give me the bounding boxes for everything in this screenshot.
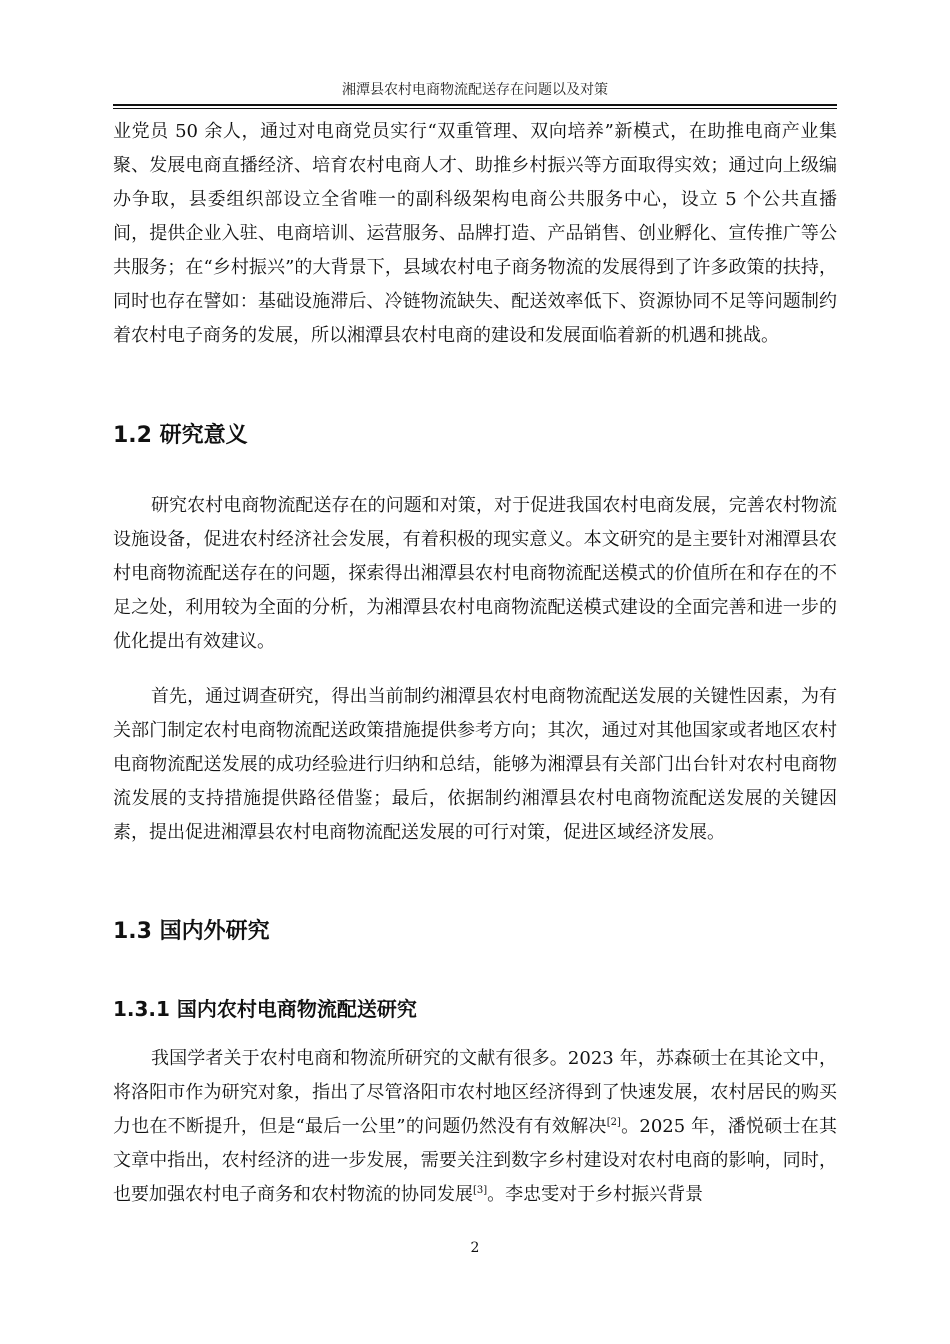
header-rule-thick	[113, 104, 837, 106]
paragraph-domestic-research	[113, 1042, 837, 1212]
section-heading-1-3: 1.3 国内外研究	[113, 919, 270, 944]
header-rule-thin	[113, 108, 837, 109]
page-number: 2	[470, 1240, 480, 1256]
paragraph-significance-1: 研究农村电商物流配送存在的问题和对策，对于促进我国农村电商发展，完善农村物流设施设备，促进农村经济社会发展，有着积极的现实意义。本文研究的是主要针对湘潭县农村电商物流配送存在的问题，探索得出湘潭县农村电商物流配送模式的价值所在和存在的不足之处，利用较为全面的分析，为湘潭县农村电商物流配送模式建设的全面完善和进一步的优化提出有效建议。	[113, 495, 837, 652]
citation-2: [2]	[606, 1117, 621, 1128]
running-header: 湘潭县农村电商物流配送存在问题以及对策	[342, 82, 608, 98]
paragraph-significance-2: 首先，通过调查研究，得出当前制约湘潭县农村电商物流配送发展的关键性因素，为有关部门制定农村电商物流配送政策措施提供参考方向；其次，通过对其他国家或者地区农村电商物流配送发展的成功经验进行归纳和总结，能够为湘潭县有关部门出台针对农村电商物流发展的支持措施提供路径借鉴；最后，依据制约湘潭县农村电商物流配送发展的关键因素，提出促进湘潭县农村电商物流配送发展的可行对策，促进区域经济发展。	[113, 686, 837, 843]
citation-3: [3]	[473, 1185, 488, 1196]
text-run: 我国学者关于农村电商和物流所研究的文献有很多。2023 年，苏森硕士在其论文中，将洛阳市作为研究对象，指出了尽管洛阳市农村地区经济得到了快速发展，农村居民的购买力也在不断提升，但是“最后一公里”的问题仍然没有有效解决	[113, 1048, 837, 1137]
text-run: 。2025 年，潘悦硕士在其文章中指出，农村经济的进一步发展，需要关注到数字乡村建设对农村电商的影响，同时，也要加强农村电子商务和农村物流的协同发展	[113, 1116, 838, 1205]
section-heading-1-2: 1.2 研究意义	[113, 423, 248, 448]
text-run: 。李忠雯对于乡村振兴背景	[487, 1184, 704, 1205]
paragraph-continued: 业党员 50 余人，通过对电商党员实行“双重管理、双向培养”新模式，在助推电商产业集聚、发展电商直播经济、培育农村电商人才、助推乡村振兴等方面取得实效；通过向上级编办争取，县委组织部设立全省唯一的副科级架构电商公共服务中心，设立 5 个公共直播间，提供企业入驻、电商培训、运营服务、品牌打造、产品销售、创业孵化、宣传推广等公共服务；在“乡村振兴”的大背景下，县域农村电子商务物流的发展得到了许多政策的扶持，同时也存在譬如：基础设施滞后、冷链物流缺失、配送效率低下、资源协同不足等问题制约着农村电子商务的发展，所以湘潭县农村电商的建设和发展面临着新的机遇和挑战。	[113, 121, 837, 346]
subsection-heading-1-3-1: 1.3.1 国内农村电商物流配送研究	[113, 997, 417, 1021]
